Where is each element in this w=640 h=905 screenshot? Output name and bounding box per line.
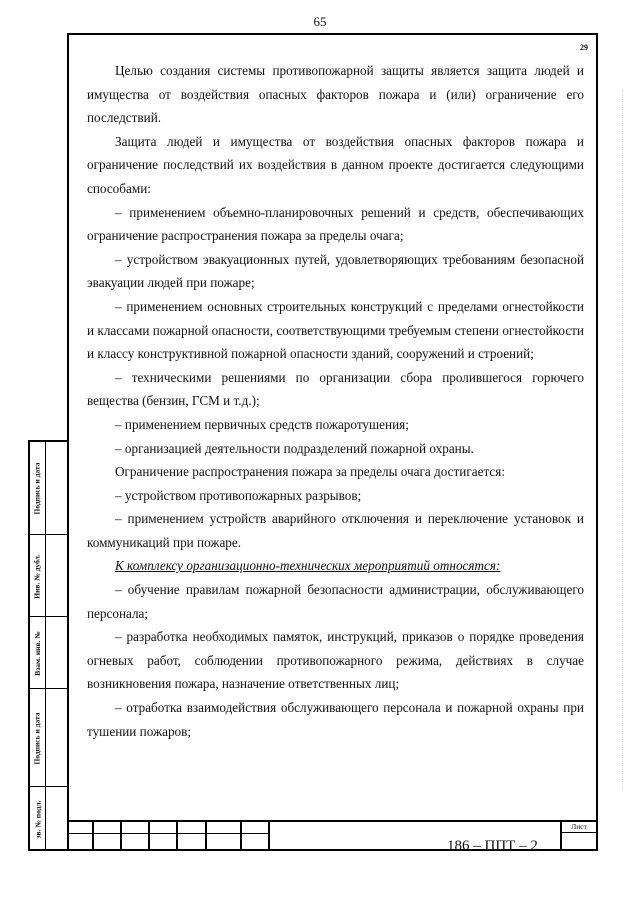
list-item: – устройством эвакуационных путей, удовлетворяющих требованиям безопасной эвакуации людей при пожаре; xyxy=(87,251,584,291)
list-item: – отработка взаимодействия обслуживающего персонала и пожарной охраны при тушении пожаров; xyxy=(87,700,584,739)
title-block-divider xyxy=(268,822,270,849)
body-text xyxy=(87,59,584,743)
list-item: – применением основных строительных конструкций с пределами огнестойкости и классами пожарной опасности, соответствующими требуемым степени огнестойкости и классу конструктивной пожарной опасности зданий, сооружений и строений; xyxy=(87,298,584,362)
paragraph: Целью создания системы противопожарной защиты является защита людей и имущества от воздействия опасных факторов пожара и (или) ограничение его последствий. xyxy=(87,63,584,126)
title-block-divider xyxy=(148,822,150,849)
stamp-cell-signature-date-bottom xyxy=(30,689,67,787)
paragraph: Ограничение распространения пожара за пределы очага достигается: xyxy=(115,464,505,480)
stamp-cell-signature-date-top xyxy=(30,442,67,535)
sheet-box xyxy=(560,822,596,849)
list-item: – применением устройств аварийного отключения и переключение установок и коммуникаций при пожаре. xyxy=(87,511,584,550)
stamp-strip xyxy=(28,440,67,851)
paragraph: Защита людей и имущества от воздействия опасных факторов пожара и ограничение последствий их воздействия в данном проекте достигается следующими способами: xyxy=(87,133,584,196)
list-item: – устройством противопожарных разрывов; xyxy=(115,487,362,503)
margin-dots xyxy=(622,90,625,790)
document-code: 186 – ППТ – 2 xyxy=(447,838,538,854)
title-block-divider xyxy=(176,822,178,849)
stamp-cell-original-inv xyxy=(30,787,67,851)
title-block-divider xyxy=(240,822,242,849)
list-item: – техническими решениями по организации сбора пролившегося горючего вещества (бензин, ГСМ и т.д.); xyxy=(87,369,584,409)
sheet-index: 29 xyxy=(580,43,588,52)
sheet-label: Лист xyxy=(562,822,596,833)
title-block-divider xyxy=(205,822,207,849)
stamp-label: Подпись и дата xyxy=(33,711,43,765)
title-block-divider xyxy=(120,822,122,849)
title-block xyxy=(69,820,596,854)
stamp-label: Взам. инв. № xyxy=(33,630,43,676)
title-block-row-line xyxy=(69,833,268,834)
stamp-label: Инв. № дубл. xyxy=(33,553,42,599)
list-item: – обучение правилам пожарной безопасности администрации, обслуживающего персонала; xyxy=(87,582,584,621)
title-block-divider xyxy=(92,822,94,849)
stamp-cell-replacement-inv xyxy=(30,617,67,689)
stamp-label: зв. № подл. xyxy=(33,800,42,838)
list-item: – применением первичных средств пожаротушения; xyxy=(115,416,409,432)
stamp-cell-duplicate-inv xyxy=(30,535,67,617)
list-item: – организацией деятельности подразделений пожарной охраны. xyxy=(115,440,474,456)
page-number: 65 xyxy=(313,14,327,29)
page-frame xyxy=(67,33,598,854)
list-item: – применением объемно-планировочных решений и средств, обеспечивающих ограничение распространения пожара за пределы очага; xyxy=(87,204,584,244)
stamp-label: Подпись и дата xyxy=(33,462,43,515)
list-item: – разработка необходимых памяток, инструкций, приказов о порядке проведения огневых работ, соблюдении противопожарного режима, действиях в случае возникновения пожара, назначение ответственных лиц; xyxy=(87,629,584,692)
section-heading: К комплексу организационно-технических мероприятий относятся: xyxy=(115,558,501,574)
